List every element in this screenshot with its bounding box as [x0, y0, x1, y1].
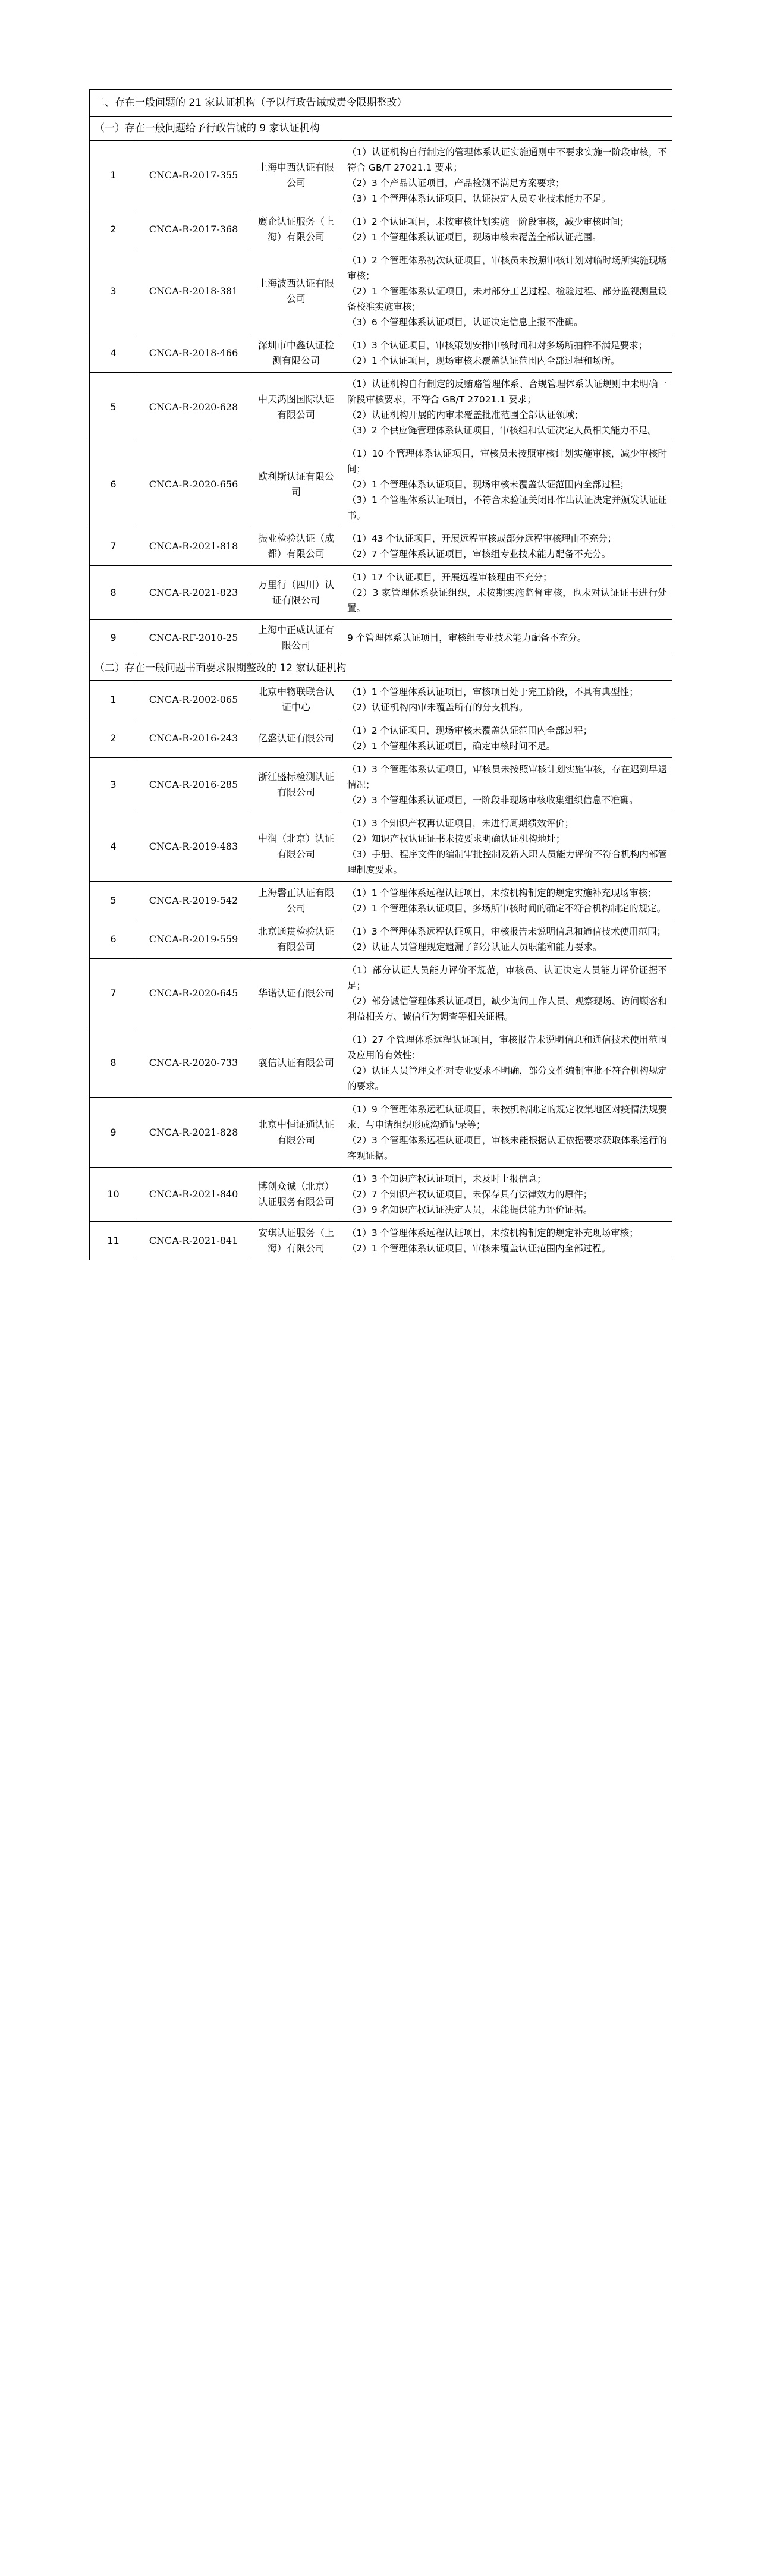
table-row — [90, 442, 672, 527]
problem-cell — [342, 566, 672, 620]
problem-cell — [342, 719, 672, 758]
institution-name: 中天鸿图国际认证有限公司 — [250, 373, 342, 442]
row-number: 4 — [90, 334, 137, 373]
section-title: （一）存在一般问题给予行政告诫的 9 家认证机构 — [90, 117, 672, 141]
section-title: （二）存在一般问题书面要求限期整改的 12 家认证机构 — [90, 656, 672, 681]
problem-cell — [342, 527, 672, 566]
approval-code: CNCA-R-2016-285 — [137, 758, 250, 812]
problem-item: （2）3 个产品认证项目，产品检测不满足方案要求； — [347, 178, 565, 188]
institution-name: 华诺认证有限公司 — [250, 959, 342, 1028]
problem-item: （1）17 个认证项目，开展远程审核理由不充分； — [347, 572, 552, 583]
institution-table — [89, 89, 672, 1260]
institution-name: 欧利斯认证有限公司 — [250, 442, 342, 527]
problem-item: （1）3 个管理体系认证项目，审核员未按照审核计划实施审核，存在迟到早退情况； — [347, 764, 668, 790]
problem-item: （1）3 个知识产权认证项目，未及时上报信息； — [347, 1174, 546, 1184]
approval-code: CNCA-R-2021-840 — [137, 1168, 250, 1222]
table-header-row — [90, 90, 672, 117]
problem-item: （2）1 个认证项目，现场审核未覆盖认证范围内全部过程和场所。 — [347, 356, 620, 366]
problem-item: （3）2 个供应链管理体系认证项目，审核组和认证决定人员相关能力不足。 — [347, 425, 657, 436]
row-number: 2 — [90, 210, 137, 249]
report-sheet — [89, 89, 672, 1260]
institution-name: 深圳市中鑫认证检测有限公司 — [250, 334, 342, 373]
row-number: 10 — [90, 1168, 137, 1222]
table-row — [90, 620, 672, 656]
problem-item: （3）1 个管理体系认证项目，不符合未验证关闭即作出认证决定并颁发认证证书。 — [347, 495, 668, 521]
institution-name: 北京通贯检验认证有限公司 — [250, 920, 342, 959]
institution-name: 万里行（四川）认证有限公司 — [250, 566, 342, 620]
institution-name: 中润（北京）认证有限公司 — [250, 812, 342, 882]
problem-item: （3）9 名知识产权认证决定人员，未能提供能力评价证据。 — [347, 1204, 593, 1215]
problem-item: （1）9 个管理体系远程认证项目，未按机构制定的规定收集地区对疫情法规要求、与申请组织形成沟通记录等； — [347, 1104, 668, 1130]
problem-cell — [342, 249, 672, 334]
problem-cell — [342, 620, 672, 656]
problem-item: （1）27 个管理体系远程认证项目，审核报告未说明信息和通信技术使用范围及应用的有效性； — [347, 1034, 668, 1061]
row-number: 3 — [90, 758, 137, 812]
problem-cell — [342, 210, 672, 249]
problem-item: 9 个管理体系认证项目，审核组专业技术能力配备不充分。 — [347, 633, 587, 643]
row-number: 7 — [90, 959, 137, 1028]
approval-code: CNCA-R-2017-368 — [137, 210, 250, 249]
problem-cell — [342, 1168, 672, 1222]
section-title-row — [90, 656, 672, 681]
row-number: 5 — [90, 882, 137, 920]
institution-name: 上海磬正认证有限公司 — [250, 882, 342, 920]
problem-item: （2）3 个管理体系远程认证项目，审核未能根据认证依据要求获取体系运行的客观证据。 — [347, 1135, 668, 1161]
approval-code: CNCA-R-2019-483 — [137, 812, 250, 882]
approval-code: CNCA-R-2017-355 — [137, 141, 250, 210]
institution-name: 上海中正威认证有限公司 — [250, 620, 342, 656]
row-number: 4 — [90, 812, 137, 882]
approval-code: CNCA-R-2020-628 — [137, 373, 250, 442]
institution-name: 博创众诚（北京）认证服务有限公司 — [250, 1168, 342, 1222]
problem-item: （2）3 家管理体系获证组织，未按期实施监督审核，也未对认证证书进行处置。 — [347, 587, 668, 614]
table-row — [90, 681, 672, 719]
approval-code: CNCA-R-2020-656 — [137, 442, 250, 527]
table-row — [90, 882, 672, 920]
problem-item: （2）认证机构内审未覆盖所有的分支机构。 — [347, 702, 529, 713]
problem-cell — [342, 373, 672, 442]
problem-cell — [342, 1028, 672, 1098]
problem-item: （3）手册、程序文件的编制审批控制及新入职人员能力评价不符合机构内部管理制度要求。 — [347, 849, 668, 875]
approval-code: CNCA-R-2019-542 — [137, 882, 250, 920]
table-row — [90, 210, 672, 249]
table-row — [90, 1222, 672, 1260]
problem-item: （2）1 个管理体系认证项目，多场所审核时间的确定不符合机构制定的规定。 — [347, 903, 666, 914]
problem-item: （1）3 个知识产权再认证项目，未进行周期绩效评价； — [347, 818, 574, 829]
problem-cell — [342, 141, 672, 210]
approval-code: CNCA-R-2021-818 — [137, 527, 250, 566]
row-number: 6 — [90, 920, 137, 959]
problem-cell — [342, 882, 672, 920]
approval-code: CNCA-R-2020-645 — [137, 959, 250, 1028]
problem-item: （2）1 个管理体系认证项目，确定审核时间不足。 — [347, 741, 556, 751]
problem-item: （2）1 个管理体系认证项目，现场审核未覆盖认证范围内全部过程； — [347, 479, 630, 490]
institution-name: 浙江盛标检测认证有限公司 — [250, 758, 342, 812]
problem-item: （1）2 个认证项目，未按审核计划实施一阶段审核，减少审核时间； — [347, 216, 630, 227]
approval-code: CNCA-R-2019-559 — [137, 920, 250, 959]
row-number: 8 — [90, 1028, 137, 1098]
problem-item: （1）10 个管理体系认证项目，审核员未按照审核计划实施审核，减少审核时间； — [347, 448, 668, 474]
problem-cell — [342, 681, 672, 719]
problem-cell — [342, 920, 672, 959]
problem-item: （3）6 个管理体系认证项目，认证决定信息上报不准确。 — [347, 317, 583, 328]
problem-item: （1）3 个认证项目，审核策划安排审核时间和对多场所抽样不满足要求； — [347, 340, 648, 351]
institution-name: 安琪认证服务（上海）有限公司 — [250, 1222, 342, 1260]
problem-item: （2）7 个管理体系认证项目，审核组专业技术能力配备不充分。 — [347, 549, 611, 559]
institution-table-body — [90, 90, 672, 1260]
problem-cell — [342, 812, 672, 882]
approval-code: CNCA-R-2021-823 — [137, 566, 250, 620]
problem-item: （2）3 个管理体系认证项目，一阶段非现场审核收集组织信息不准确。 — [347, 795, 639, 806]
row-number: 2 — [90, 719, 137, 758]
approval-code: CNCA-R-2021-841 — [137, 1222, 250, 1260]
row-number: 9 — [90, 1098, 137, 1168]
row-number: 5 — [90, 373, 137, 442]
problem-item: （2）1 个管理体系认证项目，审核未覆盖认证范围内全部过程。 — [347, 1243, 611, 1254]
problem-item: （2）认证人员管理文件对专业要求不明确，部分文件编制审批不符合机构规定的要求。 — [347, 1065, 668, 1092]
institution-name: 振业检验认证（成都）有限公司 — [250, 527, 342, 566]
table-row — [90, 1028, 672, 1098]
institution-name: 上海申西认证有限公司 — [250, 141, 342, 210]
approval-code: CNCA-R-2016-243 — [137, 719, 250, 758]
section-title-row — [90, 117, 672, 141]
approval-code: CNCA-R-2021-828 — [137, 1098, 250, 1168]
institution-name: 亿盛认证有限公司 — [250, 719, 342, 758]
row-number: 9 — [90, 620, 137, 656]
problem-cell — [342, 1098, 672, 1168]
problem-item: （1）3 个管理体系远程认证项目，审核报告未说明信息和通信技术使用范围； — [347, 926, 666, 937]
row-number: 11 — [90, 1222, 137, 1260]
problem-item: （2）认证机构开展的内审未覆盖批准范围全部认证领域； — [347, 410, 584, 420]
table-row — [90, 758, 672, 812]
row-number: 7 — [90, 527, 137, 566]
approval-code: CNCA-RF-2010-25 — [137, 620, 250, 656]
table-row — [90, 1098, 672, 1168]
problem-item: （1）1 个管理体系认证项目，审核项目处于完工阶段，不具有典型性； — [347, 687, 639, 697]
problem-item: （1）2 个管理体系初次认证项目，审核员未按照审核计划对临时场所实施现场审核； — [347, 255, 668, 281]
table-row — [90, 920, 672, 959]
problem-item: （2）7 个知识产权认证项目，未保存具有法律效力的原件； — [347, 1189, 593, 1200]
problem-item: （1）部分认证人员能力评价不规范，审核员、认证决定人员能力评价证据不足； — [347, 965, 668, 991]
problem-item: （2）1 个管理体系认证项目，现场审核未覆盖全部认证范围。 — [347, 232, 602, 243]
row-number: 3 — [90, 249, 137, 334]
institution-name: 北京中恒证通认证有限公司 — [250, 1098, 342, 1168]
institution-name: 襄信认证有限公司 — [250, 1028, 342, 1098]
approval-code: CNCA-R-2020-733 — [137, 1028, 250, 1098]
table-row — [90, 373, 672, 442]
problem-item: （1）认证机构自行制定的反贿赂管理体系、合规管理体系认证规则中未明确一阶段审核要求，不符合 GB/T 27021.1 要求； — [347, 379, 668, 405]
row-number: 1 — [90, 681, 137, 719]
table-row — [90, 959, 672, 1028]
problem-cell — [342, 442, 672, 527]
problem-item: （2）部分诚信管理体系认证项目，缺少询问工作人员、观察现场、访问顾客和利益相关方、诚信行为调查等相关证据。 — [347, 996, 668, 1022]
table-row — [90, 334, 672, 373]
table-row — [90, 249, 672, 334]
row-number: 6 — [90, 442, 137, 527]
table-row — [90, 527, 672, 566]
problem-item: （3）1 个管理体系认证项目，认证决定人员专业技术能力不足。 — [347, 193, 611, 204]
institution-name: 鹰企认证服务（上海）有限公司 — [250, 210, 342, 249]
problem-item: （1）2 个认证项目，现场审核未覆盖认证范围内全部过程； — [347, 725, 593, 736]
problem-cell — [342, 1222, 672, 1260]
problem-item: （2）知识产权认证证书未按要求明确认证机构地址； — [347, 833, 565, 844]
approval-code: CNCA-R-2002-065 — [137, 681, 250, 719]
table-header: 二、存在一般问题的 21 家认证机构（予以行政告诫或责令限期整改） — [90, 90, 672, 117]
approval-code: CNCA-R-2018-381 — [137, 249, 250, 334]
approval-code: CNCA-R-2018-466 — [137, 334, 250, 373]
row-number: 1 — [90, 141, 137, 210]
institution-name: 上海波西认证有限公司 — [250, 249, 342, 334]
problem-cell — [342, 959, 672, 1028]
problem-item: （1）认证机构自行制定的管理体系认证实施通则中不要求实施一阶段审核，不符合 GB/T 27021.1 要求； — [347, 147, 668, 173]
institution-name: 北京中物联联合认证中心 — [250, 681, 342, 719]
problem-item: （1）3 个管理体系远程认证项目，未按机构制定的规定补充现场审核； — [347, 1228, 639, 1238]
table-row — [90, 141, 672, 210]
row-number: 8 — [90, 566, 137, 620]
problem-item: （1）43 个认证项目，开展远程审核或部分远程审核理由不充分； — [347, 533, 617, 544]
problem-item: （1）1 个管理体系远程认证项目，未按机构制定的规定实施补充现场审核； — [347, 888, 657, 898]
problem-cell — [342, 334, 672, 373]
problem-item: （2）认证人员管理规定遗漏了部分认证人员职能和能力要求。 — [347, 942, 602, 952]
table-row — [90, 566, 672, 620]
table-row — [90, 1168, 672, 1222]
problem-item: （2）1 个管理体系认证项目，未对部分工艺过程、检验过程、部分监视测量设备校准实施审核； — [347, 286, 668, 312]
table-row — [90, 719, 672, 758]
table-row — [90, 812, 672, 882]
problem-cell — [342, 758, 672, 812]
